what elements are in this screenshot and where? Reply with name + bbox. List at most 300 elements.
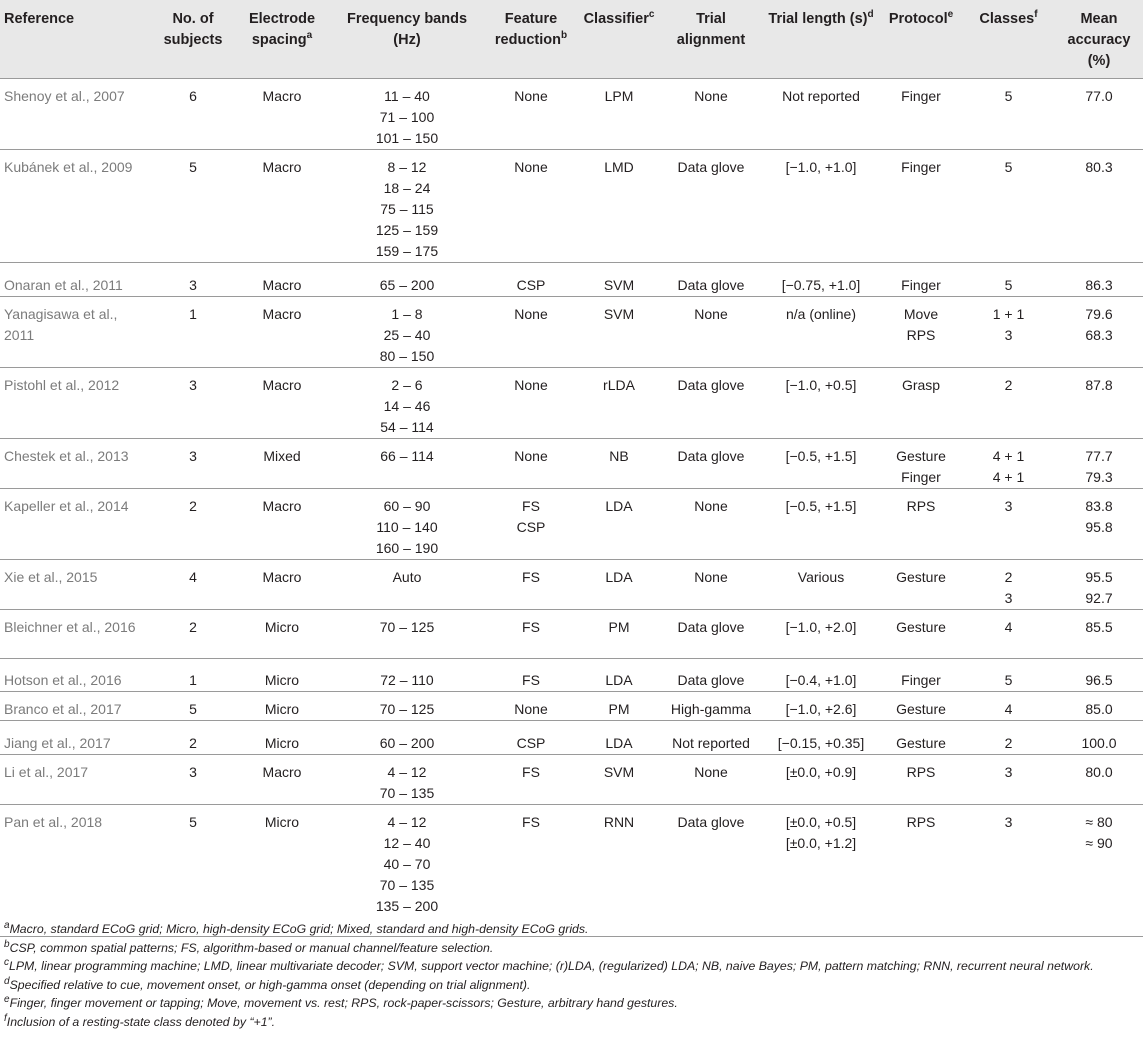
- footnote-d: [4, 976, 1139, 995]
- cell-line: 25 – 40: [383, 326, 431, 343]
- cell-line: [−0.15, +0.35]: [777, 734, 865, 751]
- cell-line: Micro: [264, 618, 300, 635]
- cell-reference: [0, 262, 152, 296]
- table-row: [0, 438, 1143, 488]
- cell-spacing: [234, 754, 330, 804]
- cell-line: Yanagisawa et al., 2011: [4, 305, 118, 343]
- cell-alignment: [660, 78, 762, 149]
- cell-line: 4 + 1: [992, 468, 1025, 485]
- cell-line: 3: [189, 447, 197, 464]
- footnote-marker: d: [867, 9, 874, 21]
- cell-length: [762, 720, 880, 754]
- cell-line: 8 – 12: [387, 158, 427, 175]
- cell-subjects: [152, 658, 234, 691]
- table-row: [0, 691, 1143, 720]
- cell-line: [−1.0, +0.5]: [785, 376, 857, 393]
- cell-line: 2: [189, 497, 197, 514]
- cell-bands: [330, 609, 484, 658]
- cell-reduction: [484, 78, 578, 149]
- cell-line: 18 – 24: [383, 179, 431, 196]
- cell-line: 1: [189, 671, 197, 688]
- cell-line: 4: [189, 568, 197, 585]
- cell-spacing: [234, 559, 330, 609]
- header-reduction-label: Feature reduction: [494, 11, 561, 48]
- cell-line: FS: [522, 618, 540, 635]
- cell-line: ≈ 80: [1085, 813, 1113, 830]
- cell-reduction: [484, 720, 578, 754]
- cell-line: CSP: [516, 734, 546, 751]
- cell-length: [762, 804, 880, 936]
- cell-line: LDA: [605, 568, 633, 585]
- cell-line: 3: [189, 763, 197, 780]
- cell-classes: [962, 720, 1055, 754]
- table-body: [0, 78, 1143, 936]
- cell-protocol: [880, 488, 962, 559]
- table-row: [0, 658, 1143, 691]
- cell-bands: [330, 149, 484, 262]
- cell-alignment: [660, 804, 762, 936]
- cell-bands: [330, 691, 484, 720]
- cell-line: 3: [189, 376, 197, 393]
- cell-line: None: [694, 305, 728, 322]
- cell-line: Li et al., 2017: [4, 763, 89, 780]
- cell-line: Macro: [262, 763, 302, 780]
- cell-line: Macro: [262, 376, 302, 393]
- header-spacing-label: Electrode spacing: [248, 11, 316, 48]
- cell-line: FS: [522, 813, 540, 830]
- cell-classifier: [578, 609, 660, 658]
- cell-line: Kapeller et al., 2014: [4, 497, 129, 514]
- cell-line: Jiang et al., 2017: [4, 734, 111, 751]
- cell-line: 2: [1004, 734, 1013, 751]
- cell-line: 80.3: [1085, 158, 1113, 175]
- cell-line: 85.5: [1085, 618, 1113, 635]
- cell-line: 60 – 200: [379, 734, 435, 751]
- cell-line: 2: [1004, 568, 1013, 585]
- cell-bands: [330, 559, 484, 609]
- cell-reference: [0, 559, 152, 609]
- cell-line: 96.5: [1085, 671, 1113, 688]
- cell-subjects: [152, 559, 234, 609]
- cell-line: 4 – 12: [387, 763, 427, 780]
- header-alignment-label: Trial alignment: [676, 11, 746, 48]
- cell-reference: [0, 149, 152, 262]
- cell-accuracy: [1055, 296, 1143, 367]
- cell-line: Micro: [264, 813, 300, 830]
- cell-line: Gesture: [896, 618, 946, 635]
- cell-line: 72 – 110: [380, 671, 434, 688]
- cell-line: Data glove: [677, 447, 745, 464]
- footnote-marker: b: [560, 30, 568, 42]
- cell-line: 4 + 1: [992, 447, 1025, 464]
- cell-line: LMD: [604, 158, 634, 175]
- header-spacing: [234, 0, 330, 78]
- footnote-marker: e: [947, 9, 954, 21]
- header-reduction: [484, 0, 578, 78]
- footnote-text: Inclusion of a resting-state class denoted by “+1”.: [6, 1014, 276, 1029]
- cell-line: 5: [1004, 276, 1013, 293]
- cell-classes: [962, 438, 1055, 488]
- cell-spacing: [234, 78, 330, 149]
- cell-line: LDA: [605, 497, 633, 514]
- table-row: [0, 488, 1143, 559]
- table-row: [0, 262, 1143, 296]
- cell-line: NB: [609, 447, 629, 464]
- cell-reference: [0, 367, 152, 438]
- cell-line: 3: [1004, 326, 1013, 343]
- header-bands: [330, 0, 484, 78]
- cell-line: 100.0: [1081, 734, 1117, 751]
- footnote-mark: c: [4, 956, 9, 968]
- cell-classes: [962, 262, 1055, 296]
- cell-protocol: [880, 367, 962, 438]
- cell-line: 11 – 40: [384, 87, 430, 104]
- cell-line: Micro: [264, 734, 300, 751]
- footnote-a: [4, 920, 1139, 939]
- cell-classifier: [578, 720, 660, 754]
- cell-line: 80.0: [1085, 763, 1113, 780]
- cell-line: Finger: [901, 276, 941, 293]
- cell-reduction: [484, 296, 578, 367]
- cell-line: 70 – 135: [379, 876, 435, 893]
- cell-subjects: [152, 609, 234, 658]
- cell-line: Pan et al., 2018: [4, 813, 103, 830]
- cell-protocol: [880, 149, 962, 262]
- cell-spacing: [234, 804, 330, 936]
- cell-alignment: [660, 296, 762, 367]
- header-subjects-label: No. of subjects: [163, 11, 223, 48]
- cell-reference: [0, 658, 152, 691]
- cell-line: None: [514, 376, 548, 393]
- cell-line: Hotson et al., 2016: [4, 671, 122, 688]
- cell-classifier: [578, 438, 660, 488]
- cell-line: Macro: [262, 276, 302, 293]
- cell-classifier: [578, 367, 660, 438]
- footnote-marker: c: [648, 9, 655, 21]
- header-protocol: [880, 0, 962, 78]
- cell-line: None: [694, 568, 728, 585]
- cell-line: None: [514, 447, 548, 464]
- cell-length: [762, 262, 880, 296]
- cell-bands: [330, 438, 484, 488]
- footnote-mark: e: [4, 993, 10, 1005]
- cell-line: Data glove: [677, 376, 745, 393]
- cell-reference: [0, 438, 152, 488]
- cell-spacing: [234, 438, 330, 488]
- cell-line: Not reported: [782, 87, 860, 104]
- cell-subjects: [152, 754, 234, 804]
- cell-protocol: [880, 720, 962, 754]
- cell-line: 110 – 140: [376, 518, 438, 535]
- cell-line: [−0.4, +1.0]: [785, 671, 857, 688]
- cell-line: PM: [608, 618, 630, 635]
- cell-accuracy: [1055, 367, 1143, 438]
- cell-line: RNN: [603, 813, 635, 830]
- cell-line: None: [694, 763, 728, 780]
- cell-line: 5: [1004, 87, 1013, 104]
- cell-line: Finger: [901, 671, 941, 688]
- cell-line: None: [514, 700, 548, 717]
- cell-protocol: [880, 804, 962, 936]
- cell-line: None: [514, 158, 548, 175]
- table-row: [0, 754, 1143, 804]
- cell-protocol: [880, 691, 962, 720]
- cell-classes: [962, 488, 1055, 559]
- cell-line: 95.5: [1085, 568, 1113, 585]
- cell-line: Data glove: [677, 276, 745, 293]
- header-classifier-label: Classifier: [583, 11, 649, 27]
- cell-length: [762, 609, 880, 658]
- cell-line: Data glove: [677, 813, 745, 830]
- cell-spacing: [234, 149, 330, 262]
- cell-line: Various: [797, 568, 845, 585]
- cell-bands: [330, 488, 484, 559]
- cell-subjects: [152, 149, 234, 262]
- footnote-text: Macro, standard ECoG grid; Micro, high-density ECoG grid; Mixed, standard and high-density ECoG grids.: [9, 922, 589, 936]
- cell-line: 80 – 150: [379, 347, 435, 364]
- cell-reduction: [484, 488, 578, 559]
- cell-length: [762, 754, 880, 804]
- cell-line: Macro: [262, 87, 302, 104]
- cell-alignment: [660, 720, 762, 754]
- cell-classes: [962, 658, 1055, 691]
- footnote-e: [4, 994, 1139, 1013]
- cell-protocol: [880, 262, 962, 296]
- cell-line: Gesture: [896, 447, 946, 464]
- cell-line: Gesture: [896, 700, 946, 717]
- cell-alignment: [660, 149, 762, 262]
- cell-line: FS: [522, 568, 540, 585]
- table-row: [0, 804, 1143, 936]
- cell-accuracy: [1055, 78, 1143, 149]
- footnote-mark: b: [4, 938, 10, 950]
- cell-line: 14 – 46: [383, 397, 431, 414]
- cell-line: 54 – 114: [380, 418, 434, 435]
- cell-line: 4 – 12: [387, 813, 427, 830]
- footnote-marker: a: [306, 30, 313, 42]
- cell-line: 3: [1004, 763, 1013, 780]
- cell-classifier: [578, 149, 660, 262]
- cell-length: [762, 488, 880, 559]
- header-classifier: [578, 0, 660, 78]
- cell-bands: [330, 754, 484, 804]
- cell-line: 92.7: [1085, 589, 1113, 606]
- cell-reduction: [484, 754, 578, 804]
- cell-line: SVM: [603, 276, 635, 293]
- cell-reference: [0, 720, 152, 754]
- cell-reduction: [484, 262, 578, 296]
- footnote-c: [4, 957, 1139, 976]
- cell-reference: [0, 296, 152, 367]
- cell-line: 160 – 190: [375, 539, 439, 556]
- cell-line: 3: [1004, 813, 1013, 830]
- cell-line: [−0.75, +1.0]: [781, 276, 861, 293]
- table-row: [0, 78, 1143, 149]
- cell-line: 77.7: [1085, 447, 1113, 464]
- cell-line: Branco et al., 2017: [4, 700, 122, 717]
- cell-line: 2 – 6: [391, 376, 423, 393]
- cell-line: Auto: [392, 568, 422, 585]
- cell-line: Onaran et al., 2011: [4, 276, 123, 293]
- cell-line: 3: [1004, 589, 1013, 606]
- cell-subjects: [152, 438, 234, 488]
- cell-line: [±0.0, +0.9]: [785, 763, 857, 780]
- cell-line: Shenoy et al., 2007: [4, 87, 125, 104]
- cell-line: Macro: [262, 497, 302, 514]
- footnote-f: [4, 1013, 1139, 1032]
- table-row: [0, 609, 1143, 658]
- cell-bands: [330, 262, 484, 296]
- cell-line: Grasp: [901, 376, 941, 393]
- cell-line: RPS: [906, 763, 936, 780]
- header-bands-label: Frequency bands (Hz): [346, 11, 468, 48]
- cell-bands: [330, 78, 484, 149]
- cell-line: Data glove: [677, 618, 745, 635]
- cell-line: LPM: [604, 87, 634, 104]
- cell-protocol: [880, 559, 962, 609]
- header-length: [762, 0, 880, 78]
- cell-line: 1 + 1: [992, 305, 1025, 322]
- cell-line: 40 – 70: [383, 855, 431, 872]
- cell-length: [762, 149, 880, 262]
- cell-reference: [0, 804, 152, 936]
- cell-accuracy: [1055, 691, 1143, 720]
- header-reference: [0, 0, 152, 78]
- cell-line: [±0.0, +1.2]: [785, 834, 857, 851]
- cell-line: 5: [189, 813, 197, 830]
- cell-classifier: [578, 559, 660, 609]
- cell-line: Finger: [901, 87, 941, 104]
- cell-line: 71 – 100: [379, 108, 435, 125]
- cell-reduction: [484, 691, 578, 720]
- cell-line: Finger: [901, 158, 941, 175]
- cell-line: High-gamma: [670, 700, 752, 717]
- cell-line: 101 – 150: [375, 129, 439, 146]
- cell-accuracy: [1055, 720, 1143, 754]
- cell-reference: [0, 691, 152, 720]
- cell-length: [762, 296, 880, 367]
- cell-line: Micro: [264, 671, 300, 688]
- cell-line: Micro: [264, 700, 300, 717]
- cell-line: 85.0: [1085, 700, 1113, 717]
- cell-line: 66 – 114: [380, 447, 434, 464]
- cell-line: Mixed: [263, 447, 301, 464]
- cell-protocol: [880, 754, 962, 804]
- cell-bands: [330, 720, 484, 754]
- cell-line: 2: [189, 734, 197, 751]
- header-row: [0, 0, 1143, 78]
- cell-line: Xie et al., 2015: [4, 568, 98, 585]
- cell-protocol: [880, 438, 962, 488]
- cell-line: LDA: [605, 734, 633, 751]
- cell-length: [762, 367, 880, 438]
- cell-alignment: [660, 438, 762, 488]
- cell-line: 2: [1004, 376, 1013, 393]
- cell-accuracy: [1055, 609, 1143, 658]
- cell-accuracy: [1055, 262, 1143, 296]
- cell-spacing: [234, 658, 330, 691]
- cell-line: RPS: [906, 813, 936, 830]
- cell-line: Macro: [262, 305, 302, 322]
- cell-line: Macro: [262, 568, 302, 585]
- cell-line: 6: [189, 87, 197, 104]
- footnote-text: Finger, finger movement or tapping; Move, movement vs. rest; RPS, rock-paper-scissors; Gesture, arbitrary hand gestures.: [9, 996, 678, 1010]
- table-row: [0, 149, 1143, 262]
- cell-accuracy: [1055, 658, 1143, 691]
- cell-line: 70 – 135: [379, 784, 435, 801]
- cell-bands: [330, 804, 484, 936]
- footnote-text: LPM, linear programming machine; LMD, linear multivariate decoder; SVM, support vector machine; (r)LDA, (regularized) LDA; NB, naive Bayes; PM, pattern matching; RNN, recurrent neural network.: [9, 959, 1094, 973]
- cell-line: 3: [189, 276, 197, 293]
- cell-spacing: [234, 691, 330, 720]
- cell-line: 135 – 200: [375, 897, 439, 914]
- cell-line: 5: [1004, 671, 1013, 688]
- cell-protocol: [880, 296, 962, 367]
- cell-length: [762, 78, 880, 149]
- cell-line: Gesture: [896, 568, 946, 585]
- footnotes: [4, 920, 1139, 1031]
- cell-classifier: [578, 691, 660, 720]
- cell-spacing: [234, 720, 330, 754]
- cell-line: 86.3: [1085, 276, 1113, 293]
- cell-line: 4: [1004, 700, 1013, 717]
- footnote-mark: a: [4, 919, 10, 931]
- cell-classes: [962, 609, 1055, 658]
- cell-subjects: [152, 691, 234, 720]
- cell-line: n/a (online): [785, 305, 857, 322]
- cell-line: 95.8: [1085, 518, 1113, 535]
- cell-accuracy: [1055, 754, 1143, 804]
- header-alignment: [660, 0, 762, 78]
- cell-alignment: [660, 658, 762, 691]
- cell-line: 125 – 159: [375, 221, 439, 238]
- header-subjects: [152, 0, 234, 78]
- cell-line: 75 – 115: [380, 200, 434, 217]
- cell-classes: [962, 559, 1055, 609]
- cell-line: 70 – 125: [379, 700, 435, 717]
- cell-reduction: [484, 367, 578, 438]
- cell-classifier: [578, 488, 660, 559]
- cell-line: 5: [189, 158, 197, 175]
- cell-line: Gesture: [896, 734, 946, 751]
- cell-line: Kubánek et al., 2009: [4, 158, 133, 175]
- cell-line: 2: [189, 618, 197, 635]
- cell-alignment: [660, 691, 762, 720]
- cell-line: 87.8: [1085, 376, 1113, 393]
- header-protocol-label: Protocol: [888, 11, 948, 27]
- cell-line: SVM: [603, 305, 635, 322]
- cell-reference: [0, 754, 152, 804]
- cell-bands: [330, 658, 484, 691]
- cell-classes: [962, 754, 1055, 804]
- cell-classifier: [578, 804, 660, 936]
- cell-line: RPS: [906, 326, 936, 343]
- cell-line: Data glove: [677, 158, 745, 175]
- cell-line: 5: [189, 700, 197, 717]
- cell-line: 65 – 200: [379, 276, 435, 293]
- cell-classes: [962, 296, 1055, 367]
- cell-spacing: [234, 296, 330, 367]
- cell-line: [−1.0, +2.6]: [785, 700, 857, 717]
- cell-line: rLDA: [603, 376, 635, 393]
- table-row: [0, 559, 1143, 609]
- cell-line: 159 – 175: [375, 242, 439, 259]
- cell-classifier: [578, 754, 660, 804]
- cell-reduction: [484, 559, 578, 609]
- cell-protocol: [880, 78, 962, 149]
- cell-reduction: [484, 609, 578, 658]
- cell-line: ≈ 90: [1085, 834, 1113, 851]
